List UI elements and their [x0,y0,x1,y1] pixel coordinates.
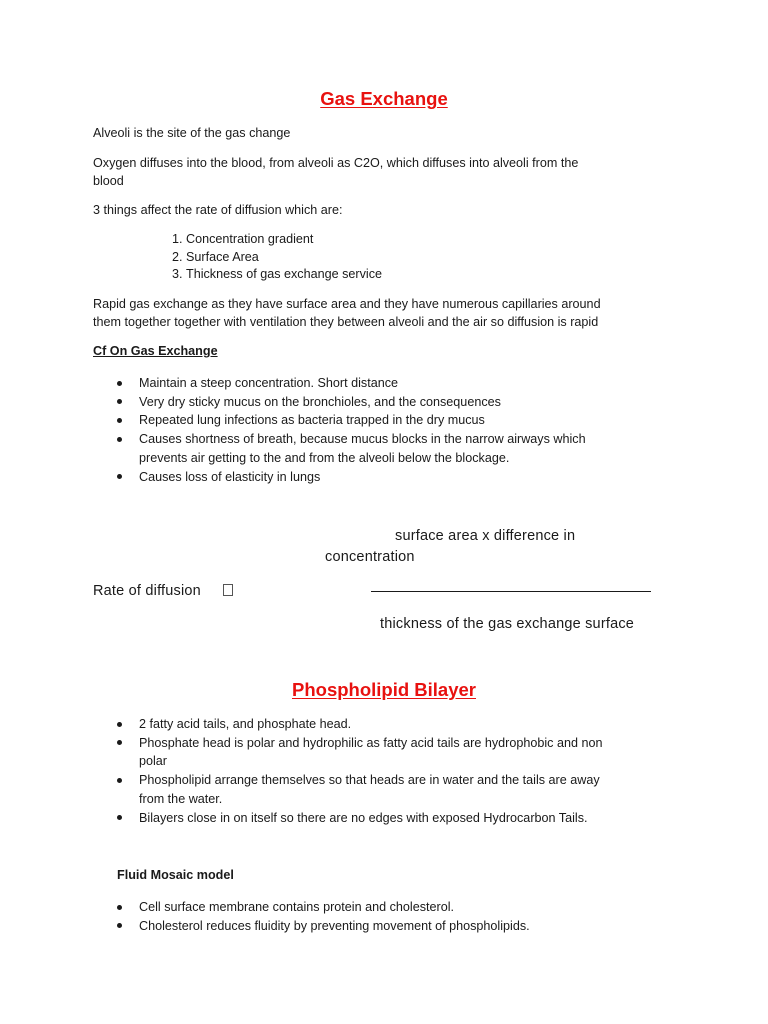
fraction-line [371,591,651,592]
rapid-exchange-line: Rapid gas exchange as they have surface area and they have numerous capillaries around [93,297,601,311]
diffusion-factors-list [146,231,706,284]
list-item-line: Phosphate head is polar and hydrophilic as fatty acid tails are hydrophobic and non [139,735,603,750]
oxygen-paragraph-line: Oxygen diffuses into the blood, from alveoli as C2O, which diffuses into alveoli from the [93,156,579,170]
list-item: Bilayers close in on itself so there are no edges with exposed Hydrocarbon Tails. [139,809,719,828]
list-item: 1. Concentration gradient [186,231,706,249]
list-item: Cholesterol reduces fluidity by preventing movement of phospholipids. [139,917,719,936]
list-item: Cell surface membrane contains protein and cholesterol. [139,898,719,917]
list-item-line: Causes shortness of breath, because mucus blocks in the narrow airways which [139,432,586,447]
bilayer-list [98,715,719,827]
alveoli-paragraph: Alveoli is the site of the gas change [93,126,291,140]
list-item: 3. Thickness of gas exchange service [186,266,706,284]
list-item: Very dry sticky mucus on the bronchioles, and the consequences [139,393,719,412]
fluid-mosaic-list [98,898,719,935]
oxygen-paragraph [93,154,683,190]
fluid-mosaic-heading: Fluid Mosaic model [117,868,234,882]
gas-exchange-title: Gas Exchange [320,88,448,109]
formula-label-row [93,583,233,599]
list-item: 2. Surface Area [186,249,706,267]
rapid-exchange-line: them together together with ventilation they between alveoli and the air so diffusion is rapid [93,315,599,329]
list-item: 2 fatty acid tails, and phosphate head. [139,715,719,734]
list-item-line: prevents air getting to the and from the alveoli below the blockage. [139,450,510,465]
formula-numerator-continued: concentration [325,549,415,565]
phospholipid-bilayer-title: Phospholipid Bilayer [292,679,476,700]
formula-numerator: surface area x difference in [395,528,576,544]
proportional-symbol-icon [223,584,233,596]
list-item: Maintain a steep concentration. Short distance [139,374,719,393]
list-item-line: from the water. [139,791,223,806]
list-item-line: Phospholipid arrange themselves so that heads are in water and the tails are away [139,773,600,788]
list-item [139,734,719,771]
rapid-exchange-paragraph [93,295,683,331]
cf-heading: Cf On Gas Exchange [93,344,218,358]
list-item-line: polar [139,754,168,769]
list-item [139,771,719,808]
cf-list [98,374,719,486]
formula-label: Rate of diffusion [93,583,201,599]
oxygen-paragraph-line: blood [93,174,124,188]
list-item: Repeated lung infections as bacteria trapped in the dry mucus [139,411,719,430]
list-item: Causes loss of elasticity in lungs [139,468,719,487]
list-item [139,430,719,467]
formula-denominator: thickness of the gas exchange surface [380,616,635,632]
diffusion-factors-intro: 3 things affect the rate of diffusion which are: [93,203,343,217]
